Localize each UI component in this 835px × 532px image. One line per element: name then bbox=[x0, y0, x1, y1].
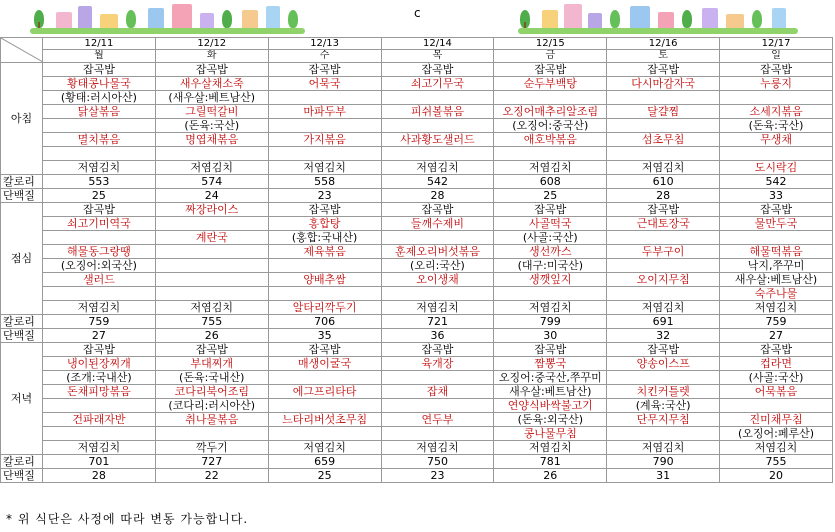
menu-item: 에그프리타타 bbox=[268, 385, 381, 399]
menu-row bbox=[1, 245, 833, 259]
menu-item bbox=[43, 147, 156, 161]
menu-item bbox=[268, 119, 381, 133]
calorie-value: 701 bbox=[43, 455, 156, 469]
protein-value: 24 bbox=[155, 189, 268, 203]
calorie-value: 755 bbox=[720, 455, 833, 469]
menu-item: 잡곡밥 bbox=[43, 203, 156, 217]
calorie-value: 727 bbox=[155, 455, 268, 469]
menu-item: 저염김치 bbox=[720, 441, 833, 455]
menu-item: (사골:국산) bbox=[494, 231, 607, 245]
menu-row bbox=[1, 287, 833, 301]
menu-item: 숙주나물 bbox=[720, 287, 833, 301]
menu-item bbox=[43, 231, 156, 245]
menu-item bbox=[268, 371, 381, 385]
menu-row bbox=[1, 343, 833, 357]
menu-item: 콩나물무침 bbox=[494, 427, 607, 441]
corner-diagonal-icon bbox=[1, 38, 43, 62]
menu-item: (조개:국내산) bbox=[43, 371, 156, 385]
meal-label: 아침 bbox=[1, 63, 43, 175]
calorie-value: 706 bbox=[268, 315, 381, 329]
menu-item: 가지볶음 bbox=[268, 133, 381, 147]
menu-item: 알타리깍두기 bbox=[268, 301, 381, 315]
menu-item bbox=[607, 287, 720, 301]
menu-item: 잡곡밥 bbox=[268, 63, 381, 77]
menu-item: 오징어매추리알조림 bbox=[494, 105, 607, 119]
protein-value: 20 bbox=[720, 469, 833, 483]
menu-item: (오징어:페루산) bbox=[720, 427, 833, 441]
menu-item: 저염김치 bbox=[43, 441, 156, 455]
calorie-value: 542 bbox=[381, 175, 494, 189]
menu-item: 들깨수제비 bbox=[381, 217, 494, 231]
calorie-value: 558 bbox=[268, 175, 381, 189]
menu-item: 저염김치 bbox=[43, 301, 156, 315]
weekday-header: 수 bbox=[268, 50, 381, 63]
menu-item: 두부구이 bbox=[607, 245, 720, 259]
menu-item: 컵라면 bbox=[720, 357, 833, 371]
menu-row bbox=[1, 357, 833, 371]
menu-item bbox=[381, 287, 494, 301]
village-banner-right bbox=[518, 0, 798, 34]
protein-value: 23 bbox=[268, 189, 381, 203]
menu-item: 해물떡볶음 bbox=[720, 245, 833, 259]
menu-item: 저염김치 bbox=[268, 441, 381, 455]
menu-item: (돈육:국산) bbox=[720, 119, 833, 133]
protein-label: 단백질 bbox=[1, 469, 43, 483]
menu-item: 잡곡밥 bbox=[155, 343, 268, 357]
date-header: 12/15 bbox=[494, 38, 607, 50]
menu-item: 피쉬볼볶음 bbox=[381, 105, 494, 119]
menu-item: 순두부백탕 bbox=[494, 77, 607, 91]
protein-value: 27 bbox=[43, 329, 156, 343]
protein-value: 22 bbox=[155, 469, 268, 483]
menu-item: 잡곡밥 bbox=[381, 343, 494, 357]
menu-item: 짜장라이스 bbox=[155, 203, 268, 217]
date-header: 12/16 bbox=[607, 38, 720, 50]
menu-item: 부대찌개 bbox=[155, 357, 268, 371]
menu-item: 저염김치 bbox=[381, 161, 494, 175]
menu-item bbox=[155, 147, 268, 161]
calorie-row bbox=[1, 315, 833, 329]
menu-item: (사골:국산) bbox=[720, 371, 833, 385]
menu-item: (계육:국산) bbox=[607, 399, 720, 413]
menu-item: 잡곡밥 bbox=[381, 63, 494, 77]
menu-row bbox=[1, 371, 833, 385]
menu-item: 저염김치 bbox=[720, 301, 833, 315]
calorie-value: 542 bbox=[720, 175, 833, 189]
menu-item bbox=[268, 287, 381, 301]
menu-item bbox=[155, 427, 268, 441]
menu-item: 저염김치 bbox=[155, 161, 268, 175]
menu-row bbox=[1, 273, 833, 287]
protein-value: 36 bbox=[381, 329, 494, 343]
menu-row bbox=[1, 301, 833, 315]
menu-row bbox=[1, 399, 833, 413]
menu-item: 샐러드 bbox=[43, 273, 156, 287]
menu-item bbox=[494, 287, 607, 301]
menu-item: 저염김치 bbox=[607, 161, 720, 175]
menu-item bbox=[381, 427, 494, 441]
menu-item bbox=[268, 91, 381, 105]
menu-item bbox=[607, 371, 720, 385]
protein-value: 33 bbox=[720, 189, 833, 203]
menu-item: 치킨커틀렛 bbox=[607, 385, 720, 399]
calorie-value: 608 bbox=[494, 175, 607, 189]
menu-item bbox=[607, 231, 720, 245]
menu-item: 저염김치 bbox=[494, 161, 607, 175]
menu-item bbox=[607, 147, 720, 161]
weekday-header: 화 bbox=[155, 50, 268, 63]
menu-item: 저염김치 bbox=[607, 441, 720, 455]
menu-item: 오징어:중국산,쭈꾸미 bbox=[494, 371, 607, 385]
menu-item: 잡곡밥 bbox=[155, 63, 268, 77]
menu-item: 짬뽕국 bbox=[494, 357, 607, 371]
date-header: 12/13 bbox=[268, 38, 381, 50]
menu-item: 도시락김 bbox=[720, 161, 833, 175]
menu-item: 잡곡밥 bbox=[720, 63, 833, 77]
protein-value: 26 bbox=[494, 469, 607, 483]
menu-item: 어묵볶음 bbox=[720, 385, 833, 399]
protein-value: 28 bbox=[381, 189, 494, 203]
menu-item: 저염김치 bbox=[381, 301, 494, 315]
calorie-value: 553 bbox=[43, 175, 156, 189]
menu-item bbox=[381, 147, 494, 161]
calorie-row bbox=[1, 175, 833, 189]
menu-item: (황태:러시아산) bbox=[43, 91, 156, 105]
footer-note: * 위 식단은 사정에 따라 변동 가능합니다. bbox=[6, 512, 249, 526]
menu-item: (돈육:국산) bbox=[155, 119, 268, 133]
weekday-header: 일 bbox=[720, 50, 833, 63]
protein-label: 단백질 bbox=[1, 189, 43, 203]
menu-item: 닭살볶음 bbox=[43, 105, 156, 119]
menu-item: 근대토장국 bbox=[607, 217, 720, 231]
date-row bbox=[1, 38, 833, 50]
menu-item: 잡곡밥 bbox=[607, 203, 720, 217]
menu-item: 오이생채 bbox=[381, 273, 494, 287]
menu-item: (오리:국산) bbox=[381, 259, 494, 273]
menu-item: 매생이굴국 bbox=[268, 357, 381, 371]
menu-item: 그릴떡갈비 bbox=[155, 105, 268, 119]
menu-item: 잡곡밥 bbox=[43, 63, 156, 77]
menu-item: 냉이된장찌개 bbox=[43, 357, 156, 371]
menu-item: 단무지무침 bbox=[607, 413, 720, 427]
menu-item: 무생채 bbox=[720, 133, 833, 147]
protein-value: 30 bbox=[494, 329, 607, 343]
menu-item: 멸치볶음 bbox=[43, 133, 156, 147]
menu-item: 해물동그랑땡 bbox=[43, 245, 156, 259]
menu-item: 쇠고기미역국 bbox=[43, 217, 156, 231]
date-header: 12/14 bbox=[381, 38, 494, 50]
menu-item: 어묵국 bbox=[268, 77, 381, 91]
menu-item: 건파래자반 bbox=[43, 413, 156, 427]
menu-item: 사골떡국 bbox=[494, 217, 607, 231]
menu-item bbox=[381, 371, 494, 385]
calorie-value: 574 bbox=[155, 175, 268, 189]
menu-row bbox=[1, 77, 833, 91]
menu-item: 느타리버섯초무침 bbox=[268, 413, 381, 427]
menu-item: 잡곡밥 bbox=[494, 63, 607, 77]
menu-item: 잡곡밥 bbox=[381, 203, 494, 217]
menu-item: 잡곡밥 bbox=[43, 343, 156, 357]
calorie-value: 750 bbox=[381, 455, 494, 469]
menu-item: 돈채피망볶음 bbox=[43, 385, 156, 399]
weekday-header: 금 bbox=[494, 50, 607, 63]
date-header: 12/12 bbox=[155, 38, 268, 50]
menu-item: 섬초무침 bbox=[607, 133, 720, 147]
menu-item bbox=[155, 273, 268, 287]
menu-item: 달걀찜 bbox=[607, 105, 720, 119]
menu-item bbox=[720, 231, 833, 245]
menu-item: 잡곡밥 bbox=[494, 343, 607, 357]
calorie-value: 691 bbox=[607, 315, 720, 329]
menu-item: 소세지볶음 bbox=[720, 105, 833, 119]
menu-item: 애호박볶음 bbox=[494, 133, 607, 147]
calorie-label: 칼로리 bbox=[1, 175, 43, 189]
protein-label: 단백질 bbox=[1, 329, 43, 343]
protein-value: 28 bbox=[43, 469, 156, 483]
menu-item: 저염김치 bbox=[607, 301, 720, 315]
weekday-row bbox=[1, 50, 833, 63]
calorie-value: 610 bbox=[607, 175, 720, 189]
menu-item: 저염김치 bbox=[494, 301, 607, 315]
menu-item bbox=[155, 245, 268, 259]
menu-item bbox=[155, 259, 268, 273]
menu-item bbox=[607, 427, 720, 441]
menu-item: 쇠고기무국 bbox=[381, 77, 494, 91]
menu-item bbox=[607, 119, 720, 133]
menu-item: 새우살채소죽 bbox=[155, 77, 268, 91]
menu-row bbox=[1, 119, 833, 133]
meal-label: 점심 bbox=[1, 203, 43, 315]
menu-item: (오징어:외국산) bbox=[43, 259, 156, 273]
menu-item bbox=[381, 91, 494, 105]
menu-item: 생깻잎지 bbox=[494, 273, 607, 287]
menu-item: 육개장 bbox=[381, 357, 494, 371]
protein-value: 25 bbox=[43, 189, 156, 203]
calorie-value: 759 bbox=[720, 315, 833, 329]
menu-item: (홍합:국내산) bbox=[268, 231, 381, 245]
menu-item bbox=[43, 287, 156, 301]
menu-item bbox=[720, 399, 833, 413]
menu-item bbox=[607, 91, 720, 105]
menu-item bbox=[494, 147, 607, 161]
menu-item: 양배추쌈 bbox=[268, 273, 381, 287]
weekly-menu-table bbox=[0, 37, 833, 483]
calorie-value: 659 bbox=[268, 455, 381, 469]
header-letter: c bbox=[414, 6, 421, 20]
menu-item: 홍합탕 bbox=[268, 217, 381, 231]
menu-item bbox=[494, 91, 607, 105]
menu-row bbox=[1, 203, 833, 217]
protein-value: 28 bbox=[607, 189, 720, 203]
menu-item bbox=[43, 119, 156, 133]
protein-value: 26 bbox=[155, 329, 268, 343]
menu-item: 취나물볶음 bbox=[155, 413, 268, 427]
calorie-value: 721 bbox=[381, 315, 494, 329]
menu-item: (돈육:외국산) bbox=[494, 413, 607, 427]
menu-item: 연두부 bbox=[381, 413, 494, 427]
weekday-header: 토 bbox=[607, 50, 720, 63]
menu-row bbox=[1, 133, 833, 147]
protein-value: 25 bbox=[268, 469, 381, 483]
calorie-value: 799 bbox=[494, 315, 607, 329]
menu-item: 연양식바싹불고기 bbox=[494, 399, 607, 413]
menu-row bbox=[1, 147, 833, 161]
menu-item: 오이지무침 bbox=[607, 273, 720, 287]
protein-value: 23 bbox=[381, 469, 494, 483]
calorie-value: 759 bbox=[43, 315, 156, 329]
menu-item: (대구:미국산) bbox=[494, 259, 607, 273]
menu-item bbox=[268, 399, 381, 413]
menu-row bbox=[1, 413, 833, 427]
calorie-label: 칼로리 bbox=[1, 315, 43, 329]
menu-item: 저염김치 bbox=[43, 161, 156, 175]
menu-item: 물만두국 bbox=[720, 217, 833, 231]
protein-value: 31 bbox=[607, 469, 720, 483]
menu-item: (오징어:중국산) bbox=[494, 119, 607, 133]
menu-item: 명엽채볶음 bbox=[155, 133, 268, 147]
menu-item bbox=[43, 427, 156, 441]
menu-row bbox=[1, 91, 833, 105]
menu-item: 잡곡밥 bbox=[720, 203, 833, 217]
protein-value: 27 bbox=[720, 329, 833, 343]
weekday-header: 월 bbox=[43, 50, 156, 63]
menu-item: 잡곡밥 bbox=[268, 343, 381, 357]
weekday-header: 목 bbox=[381, 50, 494, 63]
menu-item bbox=[43, 399, 156, 413]
menu-item bbox=[381, 399, 494, 413]
menu-item: 사과황도샐러드 bbox=[381, 133, 494, 147]
date-header: 12/11 bbox=[43, 38, 156, 50]
protein-value: 35 bbox=[268, 329, 381, 343]
menu-item bbox=[720, 91, 833, 105]
menu-item bbox=[381, 231, 494, 245]
menu-item bbox=[607, 259, 720, 273]
menu-item: 잡채 bbox=[381, 385, 494, 399]
menu-item bbox=[268, 147, 381, 161]
menu-item: 생선까스 bbox=[494, 245, 607, 259]
menu-item: 깍두기 bbox=[155, 441, 268, 455]
menu-row bbox=[1, 385, 833, 399]
menu-item: 잡곡밥 bbox=[494, 203, 607, 217]
calorie-value: 790 bbox=[607, 455, 720, 469]
calorie-row bbox=[1, 455, 833, 469]
calorie-value: 755 bbox=[155, 315, 268, 329]
menu-item: (코다리:러시아산) bbox=[155, 399, 268, 413]
menu-item bbox=[268, 259, 381, 273]
menu-row bbox=[1, 161, 833, 175]
menu-item: 마파두부 bbox=[268, 105, 381, 119]
village-banner-left bbox=[30, 0, 305, 34]
date-header: 12/17 bbox=[720, 38, 833, 50]
menu-row bbox=[1, 231, 833, 245]
menu-row bbox=[1, 259, 833, 273]
menu-item: 양송이스프 bbox=[607, 357, 720, 371]
meal-label: 저녁 bbox=[1, 343, 43, 455]
menu-item bbox=[720, 147, 833, 161]
menu-item: (돈육:국내산) bbox=[155, 371, 268, 385]
menu-row bbox=[1, 105, 833, 119]
menu-row bbox=[1, 217, 833, 231]
menu-item bbox=[268, 427, 381, 441]
menu-item: 잡곡밥 bbox=[268, 203, 381, 217]
menu-item: 누룽지 bbox=[720, 77, 833, 91]
calorie-label: 칼로리 bbox=[1, 455, 43, 469]
menu-item: 잡곡밥 bbox=[720, 343, 833, 357]
menu-item: 제육볶음 bbox=[268, 245, 381, 259]
menu-item: (새우살:베트남산) bbox=[155, 91, 268, 105]
menu-item: 훈제오리버섯볶음 bbox=[381, 245, 494, 259]
menu-item bbox=[155, 287, 268, 301]
protein-row bbox=[1, 469, 833, 483]
menu-row bbox=[1, 427, 833, 441]
menu-item: 진미채무침 bbox=[720, 413, 833, 427]
menu-item: 황태콩나물국 bbox=[43, 77, 156, 91]
menu-item bbox=[381, 119, 494, 133]
menu-item bbox=[155, 217, 268, 231]
protein-row bbox=[1, 189, 833, 203]
protein-value: 32 bbox=[607, 329, 720, 343]
menu-item: 새우살:베트남산) bbox=[720, 273, 833, 287]
menu-item: 저염김치 bbox=[381, 441, 494, 455]
calorie-value: 781 bbox=[494, 455, 607, 469]
menu-item: 계란국 bbox=[155, 231, 268, 245]
menu-item: 잡곡밥 bbox=[607, 63, 720, 77]
protein-value: 25 bbox=[494, 189, 607, 203]
menu-item: 낙지,쭈꾸미 bbox=[720, 259, 833, 273]
menu-item: 다시마감자국 bbox=[607, 77, 720, 91]
menu-item: 저염김치 bbox=[268, 161, 381, 175]
menu-item: 코다리북어조림 bbox=[155, 385, 268, 399]
menu-item: 저염김치 bbox=[155, 301, 268, 315]
corner-cell bbox=[1, 38, 43, 63]
menu-item: 저염김치 bbox=[494, 441, 607, 455]
menu-item: 새우살:베트남산) bbox=[494, 385, 607, 399]
menu-row bbox=[1, 63, 833, 77]
menu-item: 잡곡밥 bbox=[607, 343, 720, 357]
menu-row bbox=[1, 441, 833, 455]
protein-row bbox=[1, 329, 833, 343]
